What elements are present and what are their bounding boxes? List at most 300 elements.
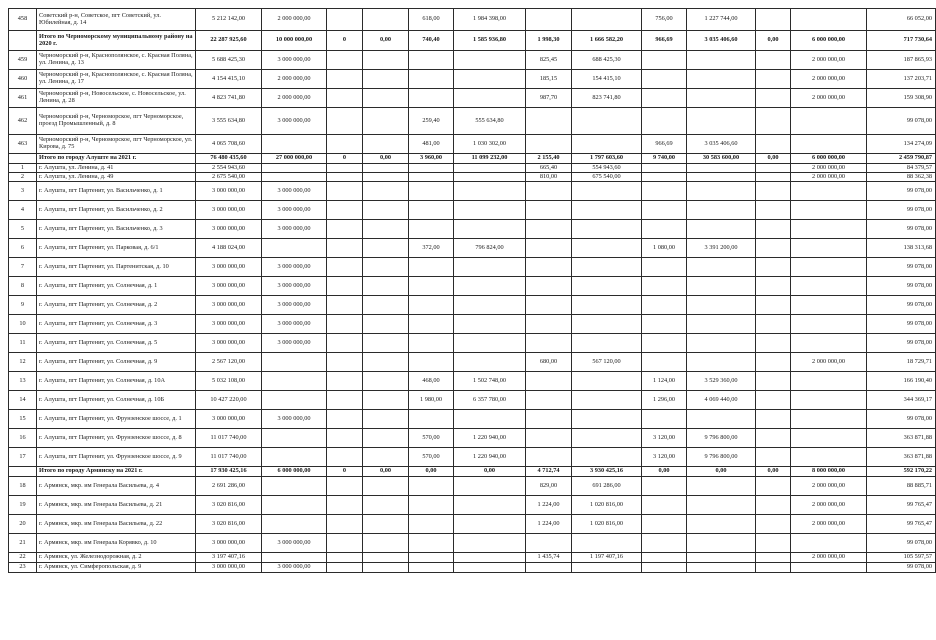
value-cell [327,135,363,154]
row-number-cell [9,154,37,164]
value-cell: 159 308,90 [867,89,936,108]
value-cell [526,563,572,573]
address-cell: Черноморский р-н, Черноморское, пгт Черноморское, проезд Промышленный, д. 8 [37,108,196,135]
value-cell [642,410,687,429]
value-cell [791,410,867,429]
value-cell: 4 065 708,60 [196,135,262,154]
value-cell [526,296,572,315]
value-cell [526,201,572,220]
value-cell: 2 000 000,00 [791,553,867,563]
row-number-cell [9,467,37,477]
address-cell: г. Армянск, мкр. им Генерала Васильева, д. 21 [37,496,196,515]
value-cell: 3 000 000,00 [262,296,327,315]
value-cell: 99 765,47 [867,515,936,534]
table-row [9,220,936,239]
value-cell: 1 435,74 [526,553,572,563]
address-cell: Советский р-н, Советское, пгт Советский, ул. Юбилейная, д. 14 [37,9,196,31]
value-cell [409,315,454,334]
value-cell: 688 425,30 [572,51,642,70]
value-cell [409,182,454,201]
address-cell: Черноморский р-н, Краснополянское, с. Красная Поляна, ул. Ленина, д. 13 [37,51,196,70]
table-row [9,429,936,448]
value-cell: 3 000 000,00 [262,220,327,239]
value-cell [262,477,327,496]
row-number-cell: 5 [9,220,37,239]
row-number-cell: 14 [9,391,37,410]
table-row [9,477,936,496]
value-cell [572,258,642,277]
address-cell: г. Армянск, мкр. им Генерала Васильева, д. 22 [37,515,196,534]
row-number-cell: 2 [9,173,37,182]
value-cell [363,108,409,135]
value-cell [756,334,791,353]
value-cell [572,108,642,135]
value-cell [363,201,409,220]
value-cell [363,182,409,201]
value-cell [363,391,409,410]
table-body [9,9,936,573]
value-cell [642,89,687,108]
value-cell [756,164,791,173]
value-cell [687,477,756,496]
value-cell [687,70,756,89]
value-cell [409,51,454,70]
value-cell: 0,00 [454,467,526,477]
address-cell: г. Армянск, ул. Железнодорожная, д. 2 [37,553,196,563]
value-cell [327,164,363,173]
value-cell [409,477,454,496]
value-cell [327,477,363,496]
value-cell: 2 554 943,60 [196,164,262,173]
value-cell [791,9,867,31]
value-cell [454,353,526,372]
value-cell [262,173,327,182]
value-cell [642,164,687,173]
value-cell [526,258,572,277]
value-cell: 363 871,88 [867,448,936,467]
value-cell: 99 078,00 [867,563,936,573]
address-cell: г. Алушта, пгт Партенит, ул. Парковая, д. 6/1 [37,239,196,258]
row-number-cell: 19 [9,496,37,515]
value-cell: 3 930 425,16 [572,467,642,477]
value-cell: 137 203,71 [867,70,936,89]
table-row [9,391,936,410]
value-cell [327,296,363,315]
value-cell [642,563,687,573]
value-cell: 2 691 286,00 [196,477,262,496]
address-cell: г. Алушта, пгт Партенит, ул. Фрунзенское шоссе, д. 8 [37,429,196,448]
value-cell: 675 540,00 [572,173,642,182]
value-cell [791,334,867,353]
value-cell: 10 427 220,00 [196,391,262,410]
total-row [9,154,936,164]
value-cell [572,277,642,296]
value-cell [409,296,454,315]
value-cell [327,51,363,70]
value-cell [791,201,867,220]
address-cell: г. Алушта, пгт Партенит, ул. Солнечная, д. 9 [37,353,196,372]
value-cell [642,353,687,372]
value-cell [454,51,526,70]
value-cell: 11 017 740,00 [196,429,262,448]
value-cell: 6 000 000,00 [262,467,327,477]
value-cell [572,429,642,448]
value-cell: 84 379,57 [867,164,936,173]
document-sheet [8,8,932,573]
value-cell [687,51,756,70]
value-cell [791,108,867,135]
value-cell: 966,69 [642,31,687,51]
value-cell: 17 930 425,16 [196,467,262,477]
value-cell [526,334,572,353]
value-cell [363,429,409,448]
table-row [9,182,936,201]
value-cell [327,89,363,108]
value-cell [327,448,363,467]
value-cell: 99 078,00 [867,220,936,239]
value-cell [687,173,756,182]
value-cell [363,51,409,70]
value-cell [327,108,363,135]
value-cell [687,534,756,553]
table-row [9,296,936,315]
value-cell [409,201,454,220]
address-cell: Итого по Черноморскому муниципальному району на 2020 г. [37,31,196,51]
value-cell: 1 296,00 [642,391,687,410]
value-cell: 10 000 000,00 [262,31,327,51]
table-row [9,553,936,563]
table-row [9,496,936,515]
address-cell: г. Алушта, пгт Партенит, ул. Васильченко, д. 3 [37,220,196,239]
value-cell: 3 120,00 [642,429,687,448]
value-cell: 2 000 000,00 [791,353,867,372]
value-cell: 756,00 [642,9,687,31]
value-cell [642,277,687,296]
value-cell [526,277,572,296]
value-cell: 9 796 800,00 [687,429,756,448]
row-number-cell: 458 [9,9,37,31]
value-cell [756,563,791,573]
value-cell: 166 190,40 [867,372,936,391]
value-cell [454,534,526,553]
value-cell: 363 871,88 [867,429,936,448]
value-cell [756,353,791,372]
value-cell [363,496,409,515]
address-cell: г. Алушта, пгт Партенит, ул. Солнечная, д. 2 [37,296,196,315]
value-cell [687,563,756,573]
value-cell [756,135,791,154]
value-cell: 1 585 936,80 [454,31,526,51]
value-cell: 3 000 000,00 [196,296,262,315]
value-cell: 0,00 [756,467,791,477]
value-cell [363,9,409,31]
value-cell: 3 000 000,00 [196,220,262,239]
value-cell: 0,00 [363,31,409,51]
row-number-cell: 18 [9,477,37,496]
address-cell: Черноморский р-н, Краснополянское, с. Красная Поляна, ул. Ленина, д. 17 [37,70,196,89]
value-cell: 987,70 [526,89,572,108]
table-row [9,315,936,334]
row-number-cell: 9 [9,296,37,315]
value-cell: 9 740,00 [642,154,687,164]
value-cell [642,220,687,239]
value-cell [409,220,454,239]
value-cell: 5 688 425,30 [196,51,262,70]
value-cell [363,534,409,553]
value-cell [454,89,526,108]
row-number-cell: 13 [9,372,37,391]
row-number-cell: 23 [9,563,37,573]
value-cell [756,173,791,182]
value-cell [791,391,867,410]
value-cell: 187 865,93 [867,51,936,70]
value-cell [756,315,791,334]
table-row [9,108,936,135]
value-cell: 2 000 000,00 [791,51,867,70]
value-cell: 3 035 406,60 [687,31,756,51]
value-cell [363,515,409,534]
value-cell [526,429,572,448]
value-cell [363,135,409,154]
value-cell: 99 078,00 [867,296,936,315]
value-cell [687,182,756,201]
value-cell [409,353,454,372]
value-cell: 259,40 [409,108,454,135]
value-cell: 6 000 000,00 [791,154,867,164]
value-cell: 4 069 440,00 [687,391,756,410]
value-cell [642,334,687,353]
value-cell: 1 220 940,00 [454,429,526,448]
value-cell [454,553,526,563]
row-number-cell: 7 [9,258,37,277]
table-row [9,239,936,258]
value-cell: 825,45 [526,51,572,70]
value-cell [363,89,409,108]
value-cell: 3 000 000,00 [262,201,327,220]
value-cell [756,515,791,534]
value-cell [572,391,642,410]
value-cell: 3 000 000,00 [262,182,327,201]
value-cell: 3 197 407,16 [196,553,262,563]
value-cell [642,173,687,182]
address-cell: Черноморский р-н, Новосельское, с. Новосельское, ул. Ленина, д. 28 [37,89,196,108]
row-number-cell: 3 [9,182,37,201]
value-cell: 0,00 [363,467,409,477]
table-row [9,372,936,391]
value-cell [454,182,526,201]
value-cell [526,239,572,258]
value-cell [363,477,409,496]
value-cell [409,563,454,573]
value-cell [791,563,867,573]
value-cell [327,334,363,353]
value-cell [642,296,687,315]
value-cell: 3 000 000,00 [262,563,327,573]
value-cell: 1 797 603,60 [572,154,642,164]
value-cell [454,258,526,277]
value-cell [791,429,867,448]
value-cell [409,164,454,173]
value-cell [526,410,572,429]
value-cell [642,477,687,496]
value-cell [327,201,363,220]
value-cell: 3 000 000,00 [262,410,327,429]
value-cell [642,315,687,334]
value-cell [756,182,791,201]
value-cell [642,201,687,220]
value-cell [409,515,454,534]
value-cell [454,563,526,573]
value-cell: 99 765,47 [867,496,936,515]
value-cell: 2 000 000,00 [791,89,867,108]
value-cell [327,496,363,515]
value-cell [363,220,409,239]
value-cell [791,277,867,296]
value-cell [409,173,454,182]
value-cell: 2 000 000,00 [791,515,867,534]
value-cell [327,391,363,410]
value-cell: 3 000 000,00 [262,277,327,296]
value-cell [756,108,791,135]
value-cell: 3 000 000,00 [196,201,262,220]
value-cell [572,334,642,353]
table-row [9,515,936,534]
value-cell: 4 823 741,80 [196,89,262,108]
value-cell [756,429,791,448]
value-cell [454,173,526,182]
value-cell: 372,00 [409,239,454,258]
address-cell: г. Армянск, мкр. им Генерала Васильева, д. 4 [37,477,196,496]
value-cell [363,353,409,372]
value-cell [791,372,867,391]
value-cell [756,534,791,553]
value-cell [687,164,756,173]
value-cell: 1 984 398,00 [454,9,526,31]
value-cell: 99 078,00 [867,201,936,220]
value-cell: 76 480 435,60 [196,154,262,164]
table-row [9,135,936,154]
value-cell [262,429,327,448]
row-number-cell: 461 [9,89,37,108]
table-row [9,448,936,467]
value-cell: 0,00 [409,467,454,477]
row-number-cell: 6 [9,239,37,258]
value-cell: 1 502 748,00 [454,372,526,391]
value-cell [791,315,867,334]
table-row [9,410,936,429]
address-cell: г. Алушта, пгт Партенит, ул. Солнечная, д. 5 [37,334,196,353]
value-cell [363,258,409,277]
value-cell [572,534,642,553]
value-cell: 1 124,00 [642,372,687,391]
table-row [9,201,936,220]
value-cell: 3 391 200,00 [687,239,756,258]
value-cell [687,201,756,220]
value-cell [363,277,409,296]
value-cell: 185,15 [526,70,572,89]
value-cell [409,334,454,353]
value-cell [756,201,791,220]
value-cell [642,553,687,563]
value-cell [572,182,642,201]
value-cell [526,182,572,201]
value-cell [756,372,791,391]
value-cell: 2 155,40 [526,154,572,164]
value-cell: 3 000 000,00 [262,534,327,553]
address-cell: Черноморский р-н, Черноморское, пгт Черноморское, ул. Кирова, д. 75 [37,135,196,154]
total-row [9,31,936,51]
value-cell [454,201,526,220]
value-cell [526,135,572,154]
value-cell: 1 224,00 [526,515,572,534]
row-number-cell: 22 [9,553,37,563]
value-cell [363,372,409,391]
value-cell [526,391,572,410]
value-cell [262,372,327,391]
value-cell: 99 078,00 [867,108,936,135]
value-cell: 468,00 [409,372,454,391]
value-cell [363,334,409,353]
value-cell [327,429,363,448]
value-cell: 3 000 000,00 [196,563,262,573]
value-cell [454,477,526,496]
value-cell: 829,00 [526,477,572,496]
address-cell: г. Алушта, пгт Партенит, ул. Васильченко, д. 2 [37,201,196,220]
value-cell [642,51,687,70]
value-cell [791,296,867,315]
value-cell: 3 120,00 [642,448,687,467]
value-cell [526,220,572,239]
value-cell [572,296,642,315]
value-cell [756,70,791,89]
value-cell: 567 120,00 [572,353,642,372]
value-cell [327,410,363,429]
value-cell [454,70,526,89]
value-cell [262,353,327,372]
value-cell [572,201,642,220]
value-cell: 0 [327,467,363,477]
value-cell [756,89,791,108]
value-cell [572,135,642,154]
address-cell: Итого по городу Армянску на 2021 г. [37,467,196,477]
address-cell: Итого по городу Алуште на 2021 г. [37,154,196,164]
value-cell [409,258,454,277]
value-cell: 0,00 [687,467,756,477]
value-cell: 99 078,00 [867,277,936,296]
value-cell [572,563,642,573]
value-cell [363,448,409,467]
value-cell [526,448,572,467]
value-cell [327,553,363,563]
table-row [9,70,936,89]
value-cell [791,135,867,154]
value-cell [756,496,791,515]
value-cell: 3 020 816,00 [196,496,262,515]
value-cell: 823 741,80 [572,89,642,108]
row-number-cell: 462 [9,108,37,135]
value-cell [454,515,526,534]
value-cell: 1 220 940,00 [454,448,526,467]
value-cell: 2 000 000,00 [791,164,867,173]
value-cell: 2 000 000,00 [262,9,327,31]
value-cell [572,410,642,429]
value-cell: 0,00 [363,154,409,164]
address-cell: г. Армянск, мкр. им Генерала Корявко, д. 10 [37,534,196,553]
value-cell: 105 597,57 [867,553,936,563]
value-cell: 154 415,10 [572,70,642,89]
value-cell [262,164,327,173]
value-cell: 740,40 [409,31,454,51]
